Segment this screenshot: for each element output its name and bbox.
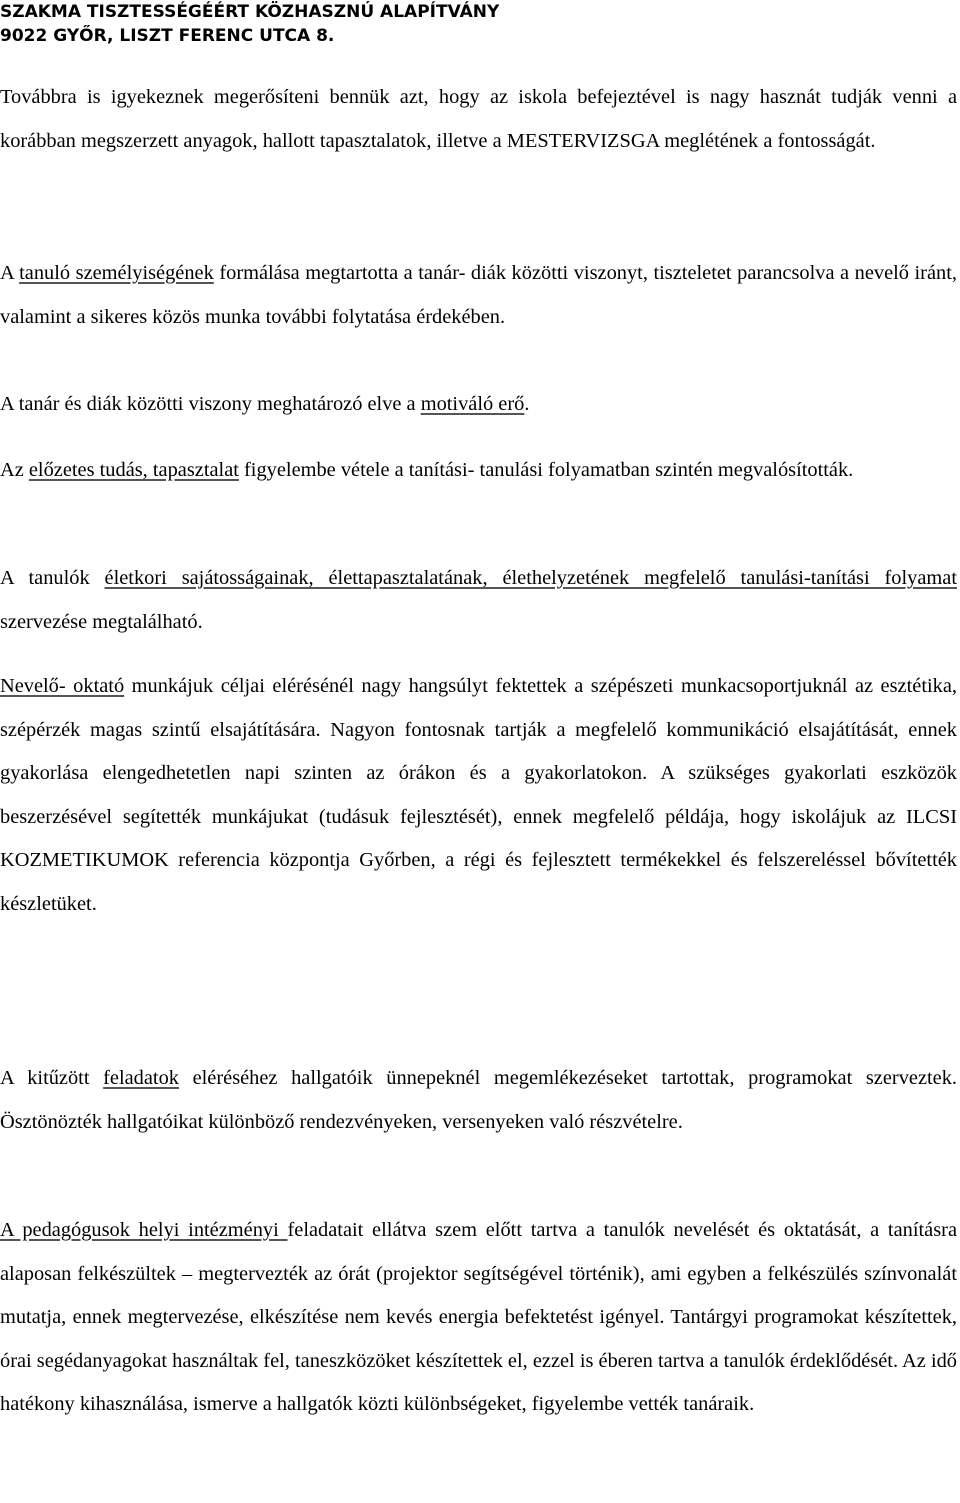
paragraph-6-text: munkájuk céljai elérésénél nagy hangsúlyt fektettek a szépészeti munkacsoportjuknál az esztétika, szépérzék magas szintű elsajátítására. Nagyon fontosnak tartják a megfelelő kommunikáció elsajátítását, ennek gyakorlása elengedhetetlen napi szinten az órákon és a gyakorlatokon. A szükséges gyakorlati eszközök beszerzésével segítették munkájukat (tudásuk fejlesztését), ennek megfelelő példája, hogy iskolájuk az ILCSI KOZMETIKUMOK referencia központja Győrben, a régi és fejlesztett termékekkel és felszereléssel bővítették készletüket. (0, 675, 957, 915)
paragraph-7-text-end: eléréséhez hallgatóik ünnepeknél megemlékezéseket tartottak, programokat szerveztek. Ösztönözték hallgatóikat különböző rendezvényeken, versenyeken való részvételre. (0, 1067, 958, 1133)
paragraph-8-text: feladatait ellátva szem előtt tartva a tanulók nevelését és oktatását, a tanításra alaposan felkészültek – megtervezték az órát (projektor segítségével történik), ami egyben a felkészülés színvonalát mutatja, ennek megtervezése, elkészítése nem kevés energia befektetést igényel. Tantárgyi programokat készítettek, órai segédanyagokat használtak fel, taneszközöket készítettek el, ezzel is éberen tartva a tanulók érdeklődését. Az idő hatékony kihasználása, ismerve a hallgatók közti különbségeket, figyelembe vették tanáraik. (0, 1219, 957, 1415)
paragraph-2-text-start: A (0, 262, 20, 284)
letterhead-organization: SZAKMA TISZTESSÉGÉÉRT KÖZHASZNÚ ALAPÍTVÁNY (0, 2, 500, 22)
paragraph-2-text-end: formálása megtartotta a tanár- diák közötti viszonyt, tiszteletet parancsolva a nevelő iránt, valamint a sikeres közös munka további folytatása érdekében. (0, 262, 957, 328)
paragraph-7-text-start: A kitűzött (0, 1067, 104, 1089)
paragraph-2 (0, 252, 957, 339)
paragraph-3-text-start: A tanár és diák közötti viszony meghatározó elve a (0, 393, 421, 415)
paragraph-3-text-end: . (524, 393, 530, 415)
paragraph-3-underlined: motiváló erő (420, 393, 525, 415)
paragraph-3 (0, 383, 957, 427)
paragraph-2-underlined: tanuló személyiségének (19, 262, 214, 284)
paragraph-7 (0, 1057, 957, 1144)
paragraph-6-underlined: Nevelő- oktató (0, 675, 125, 697)
paragraph-1 (0, 76, 957, 163)
paragraph-5-text-start: A tanulók (0, 567, 105, 589)
paragraph-5-underlined: életkori sajátosságainak, élettapasztalatának, élethelyzetének megfelelő tanulási-tanítási folyamat (104, 567, 957, 589)
paragraph-4-text-end: figyelembe vétele a tanítási- tanulási folyamatban szintén megvalósították. (238, 459, 854, 481)
paragraph-5 (0, 557, 957, 644)
paragraph-4-text-start: Az (0, 459, 29, 481)
paragraph-5-text-end: szervezése megtalálható. (0, 610, 203, 633)
paragraph-1-text: Továbbra is igyekeznek megerősíteni bennük azt, hogy az iskola befejeztével is nagy hasznát tudják venni a korábban megszerzett anyagok, hallott tapasztalatok, illetve a MESTERVIZSGA meglétének a fontosságát. (0, 86, 957, 152)
paragraph-4 (0, 449, 957, 493)
paragraph-8 (0, 1209, 957, 1427)
paragraph-4-underlined: előzetes tudás, tapasztalat (28, 459, 239, 481)
letterhead-address: 9022 GYŐR, LISZT FERENC UTCA 8. (0, 26, 335, 46)
paragraph-7-underlined: feladatok (103, 1067, 179, 1089)
letterhead (0, 0, 960, 48)
paragraph-6 (0, 665, 957, 926)
paragraph-8-underlined: A pedagógusok helyi intézményi (0, 1219, 288, 1241)
